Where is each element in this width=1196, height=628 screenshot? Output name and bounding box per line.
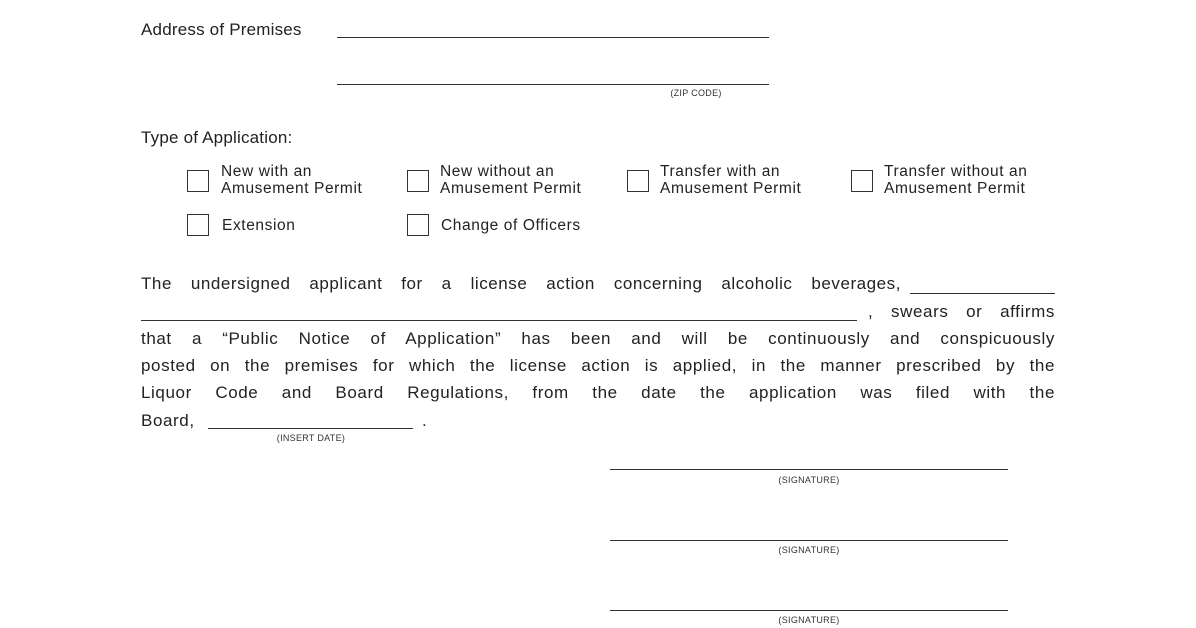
statement-line-5: Liquor Code and Board Regulations, from the date the application was filed with the — [141, 383, 1055, 402]
zip-code-caption: (ZIP CODE) — [670, 88, 722, 98]
statement-line-6-start: Board, — [141, 411, 195, 430]
option-line: Transfer with an — [660, 163, 781, 180]
statement-line-4: posted on the premises for which the license action is applied, in the manner prescribed by the — [141, 356, 1055, 375]
option-line: Amusement Permit — [884, 180, 1026, 197]
checkbox-new-with-amusement-permit[interactable] — [187, 170, 209, 192]
option-new-with-amusement-permit — [221, 163, 362, 197]
statement-line-2-end: , swears or affirms — [868, 302, 1055, 321]
statement-line-3: that a “Public Notice of Application” has been and will be continuously and conspicuously — [141, 329, 1055, 348]
insert-date-caption: (INSERT DATE) — [276, 433, 346, 443]
option-line: Transfer without an — [884, 163, 1028, 180]
option-line: Amusement Permit — [660, 180, 802, 197]
address-line-2[interactable] — [337, 84, 769, 85]
checkbox-transfer-with-amusement-permit[interactable] — [627, 170, 649, 192]
statement-line-1: The undersigned applicant for a license action concerning alcoholic beverages, — [141, 274, 901, 293]
signature-caption-2: (SIGNATURE) — [778, 545, 840, 555]
option-line: New without an — [440, 163, 555, 180]
address-label: Address of Premises — [141, 20, 302, 39]
option-new-without-amusement-permit — [440, 163, 581, 197]
insert-date-line[interactable] — [208, 428, 413, 429]
option-extension: Extension — [222, 217, 296, 234]
applicant-name-line-1[interactable] — [910, 293, 1055, 294]
signature-line-1[interactable] — [610, 469, 1008, 470]
applicant-name-line-2[interactable] — [141, 320, 857, 321]
address-line-1[interactable] — [337, 37, 769, 38]
checkbox-extension[interactable] — [187, 214, 209, 236]
option-line: Amusement Permit — [221, 180, 363, 197]
option-transfer-without-amusement-permit — [884, 163, 1028, 197]
option-line: Amusement Permit — [440, 180, 582, 197]
statement-line-6-end: . — [422, 411, 427, 430]
signature-line-2[interactable] — [610, 540, 1008, 541]
checkbox-new-without-amusement-permit[interactable] — [407, 170, 429, 192]
option-line: New with an — [221, 163, 313, 180]
option-transfer-with-amusement-permit — [660, 163, 801, 197]
signature-line-3[interactable] — [610, 610, 1008, 611]
application-type-heading: Type of Application: — [141, 128, 293, 147]
option-change-of-officers: Change of Officers — [441, 217, 581, 234]
checkbox-change-of-officers[interactable] — [407, 214, 429, 236]
signature-caption-1: (SIGNATURE) — [778, 475, 840, 485]
signature-caption-3: (SIGNATURE) — [778, 615, 840, 625]
checkbox-transfer-without-amusement-permit[interactable] — [851, 170, 873, 192]
